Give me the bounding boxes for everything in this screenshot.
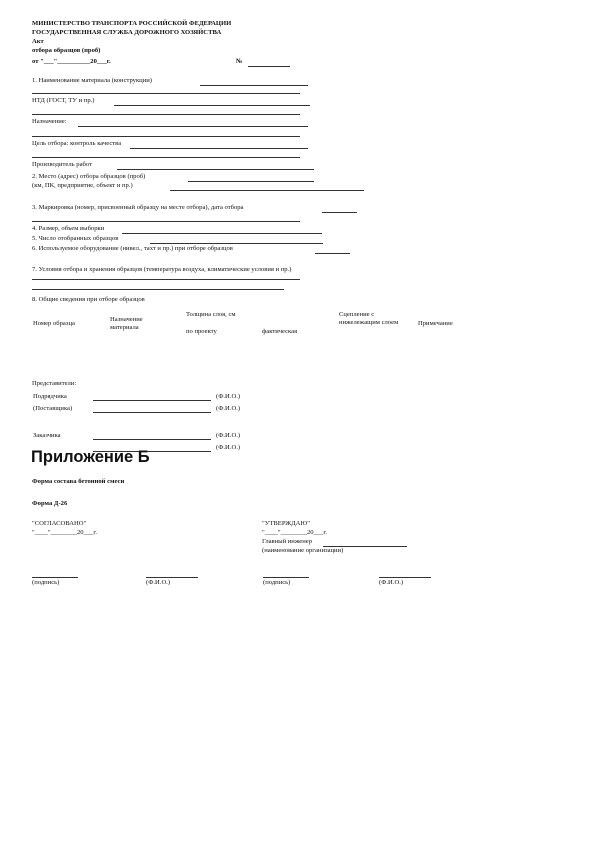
fio-caption-right: (Ф.И.О.) [379, 579, 404, 586]
field-goal: Цель отбора: контроль качества [32, 140, 122, 147]
representatives-title: Представители: [32, 380, 77, 387]
fill-line [32, 289, 284, 290]
table-header-sample-number: Номер образца [33, 320, 75, 327]
form-code: Форма Д-26 [32, 500, 68, 507]
act-title: Акт [32, 38, 44, 45]
field-count: 5. Число отобранных образцов [32, 235, 119, 242]
fill-line [32, 279, 300, 280]
fio-line [379, 577, 431, 578]
field-size: 4. Размер, объем выборки [32, 225, 105, 232]
fill-line [188, 181, 314, 182]
fill-line [322, 212, 357, 213]
fill-line [117, 169, 314, 170]
approved-label: "УТВЕРЖДАЮ" [262, 520, 310, 527]
fill-line [170, 190, 364, 191]
agreed-label: "СОГЛАСОВАНО" [32, 520, 87, 527]
act-number-label: № [236, 58, 243, 65]
organization-name-label: (наименование организации) [262, 547, 344, 554]
chief-engineer-label: Главный инженер [262, 538, 312, 545]
service-title: ГОСУДАРСТВЕННАЯ СЛУЖБА ДОРОЖНОГО ХОЗЯЙСТВА [32, 29, 222, 36]
fill-line [32, 114, 300, 115]
agreed-date: "____"________20___г. [32, 529, 98, 536]
fill-line [114, 105, 310, 106]
ministry-title: МИНИСТЕРСТВО ТРАНСПОРТА РОССИЙСКОЙ ФЕДЕРАЦИИ [32, 20, 232, 27]
signature-caption-right: (подпись) [263, 579, 291, 586]
field-producer: Производитель работ [32, 161, 92, 168]
contractor-label: Подрядчика [33, 393, 67, 400]
fill-line [130, 148, 308, 149]
field-marking: 3. Маркировка (номер, присвоенный образцу на месте отбора), дата отбора [32, 204, 244, 211]
fill-line [150, 243, 323, 244]
appendix-subtitle: Форма состава бетонной смеси [32, 478, 125, 485]
fill-line [32, 93, 300, 94]
signature-line [93, 439, 211, 440]
fio-label: (Ф.И.О.) [216, 444, 241, 451]
table-header-thickness: Толщина слоя, см [186, 311, 236, 318]
field-general: 8. Общие сведения при отборе образцов [32, 296, 145, 303]
fill-line [200, 85, 308, 86]
signature-line [263, 577, 309, 578]
fio-label: (Ф.И.О.) [216, 393, 241, 400]
table-header-by-design: по проекту [186, 328, 217, 335]
field-equipment: 6. Используемое оборудование (нивел., тахт и пр.) при отборе образцов [32, 245, 233, 252]
signature-line [32, 577, 78, 578]
customer-label: Заказчика [33, 432, 61, 439]
signature-line [93, 412, 211, 413]
table-header-bonding: Сцепление с нижележащим слоем [339, 311, 399, 326]
table-header-actual: фактическая [262, 328, 298, 335]
fio-line [146, 577, 198, 578]
field-purpose: Назначение: [32, 118, 67, 125]
fio-label: (Ф.И.О.) [216, 432, 241, 439]
signature-line [93, 400, 211, 401]
fill-line [32, 136, 300, 137]
fill-line [32, 221, 300, 222]
act-number-line [248, 66, 290, 67]
field-material: 1. Наименование материала (конструкции) [32, 77, 152, 84]
appendix-title: Приложение Б [31, 448, 150, 466]
act-date-line: от "___"__________20___г. [32, 58, 111, 65]
field-location-hint: (км, ПК, предприятие, объект и пр.) [32, 182, 133, 189]
supplier-label: (Поставщика) [33, 405, 73, 412]
field-conditions: 7. Условия отбора и хранения образцов (температура воздуха, климатические условия и пр.) [32, 266, 292, 273]
signature-caption-left: (подпись) [32, 579, 60, 586]
fill-line [78, 126, 308, 127]
fill-line [122, 233, 322, 234]
table-header-note: Примечание [418, 320, 453, 327]
fio-caption-left: (Ф.И.О.) [146, 579, 171, 586]
table-header-material-purpose: Назначение материала [110, 316, 143, 331]
fio-label: (Ф.И.О.) [216, 405, 241, 412]
field-location: 2. Место (адрес) отбора образцов (проб) [32, 173, 146, 180]
fill-line [315, 253, 350, 254]
fill-line [32, 157, 300, 158]
field-ntd: НТД (ГОСТ, ТУ и пр.) [32, 97, 95, 104]
approved-date: "____"________20___г. [262, 529, 328, 536]
act-subject: отбора образцов (проб) [32, 47, 101, 54]
